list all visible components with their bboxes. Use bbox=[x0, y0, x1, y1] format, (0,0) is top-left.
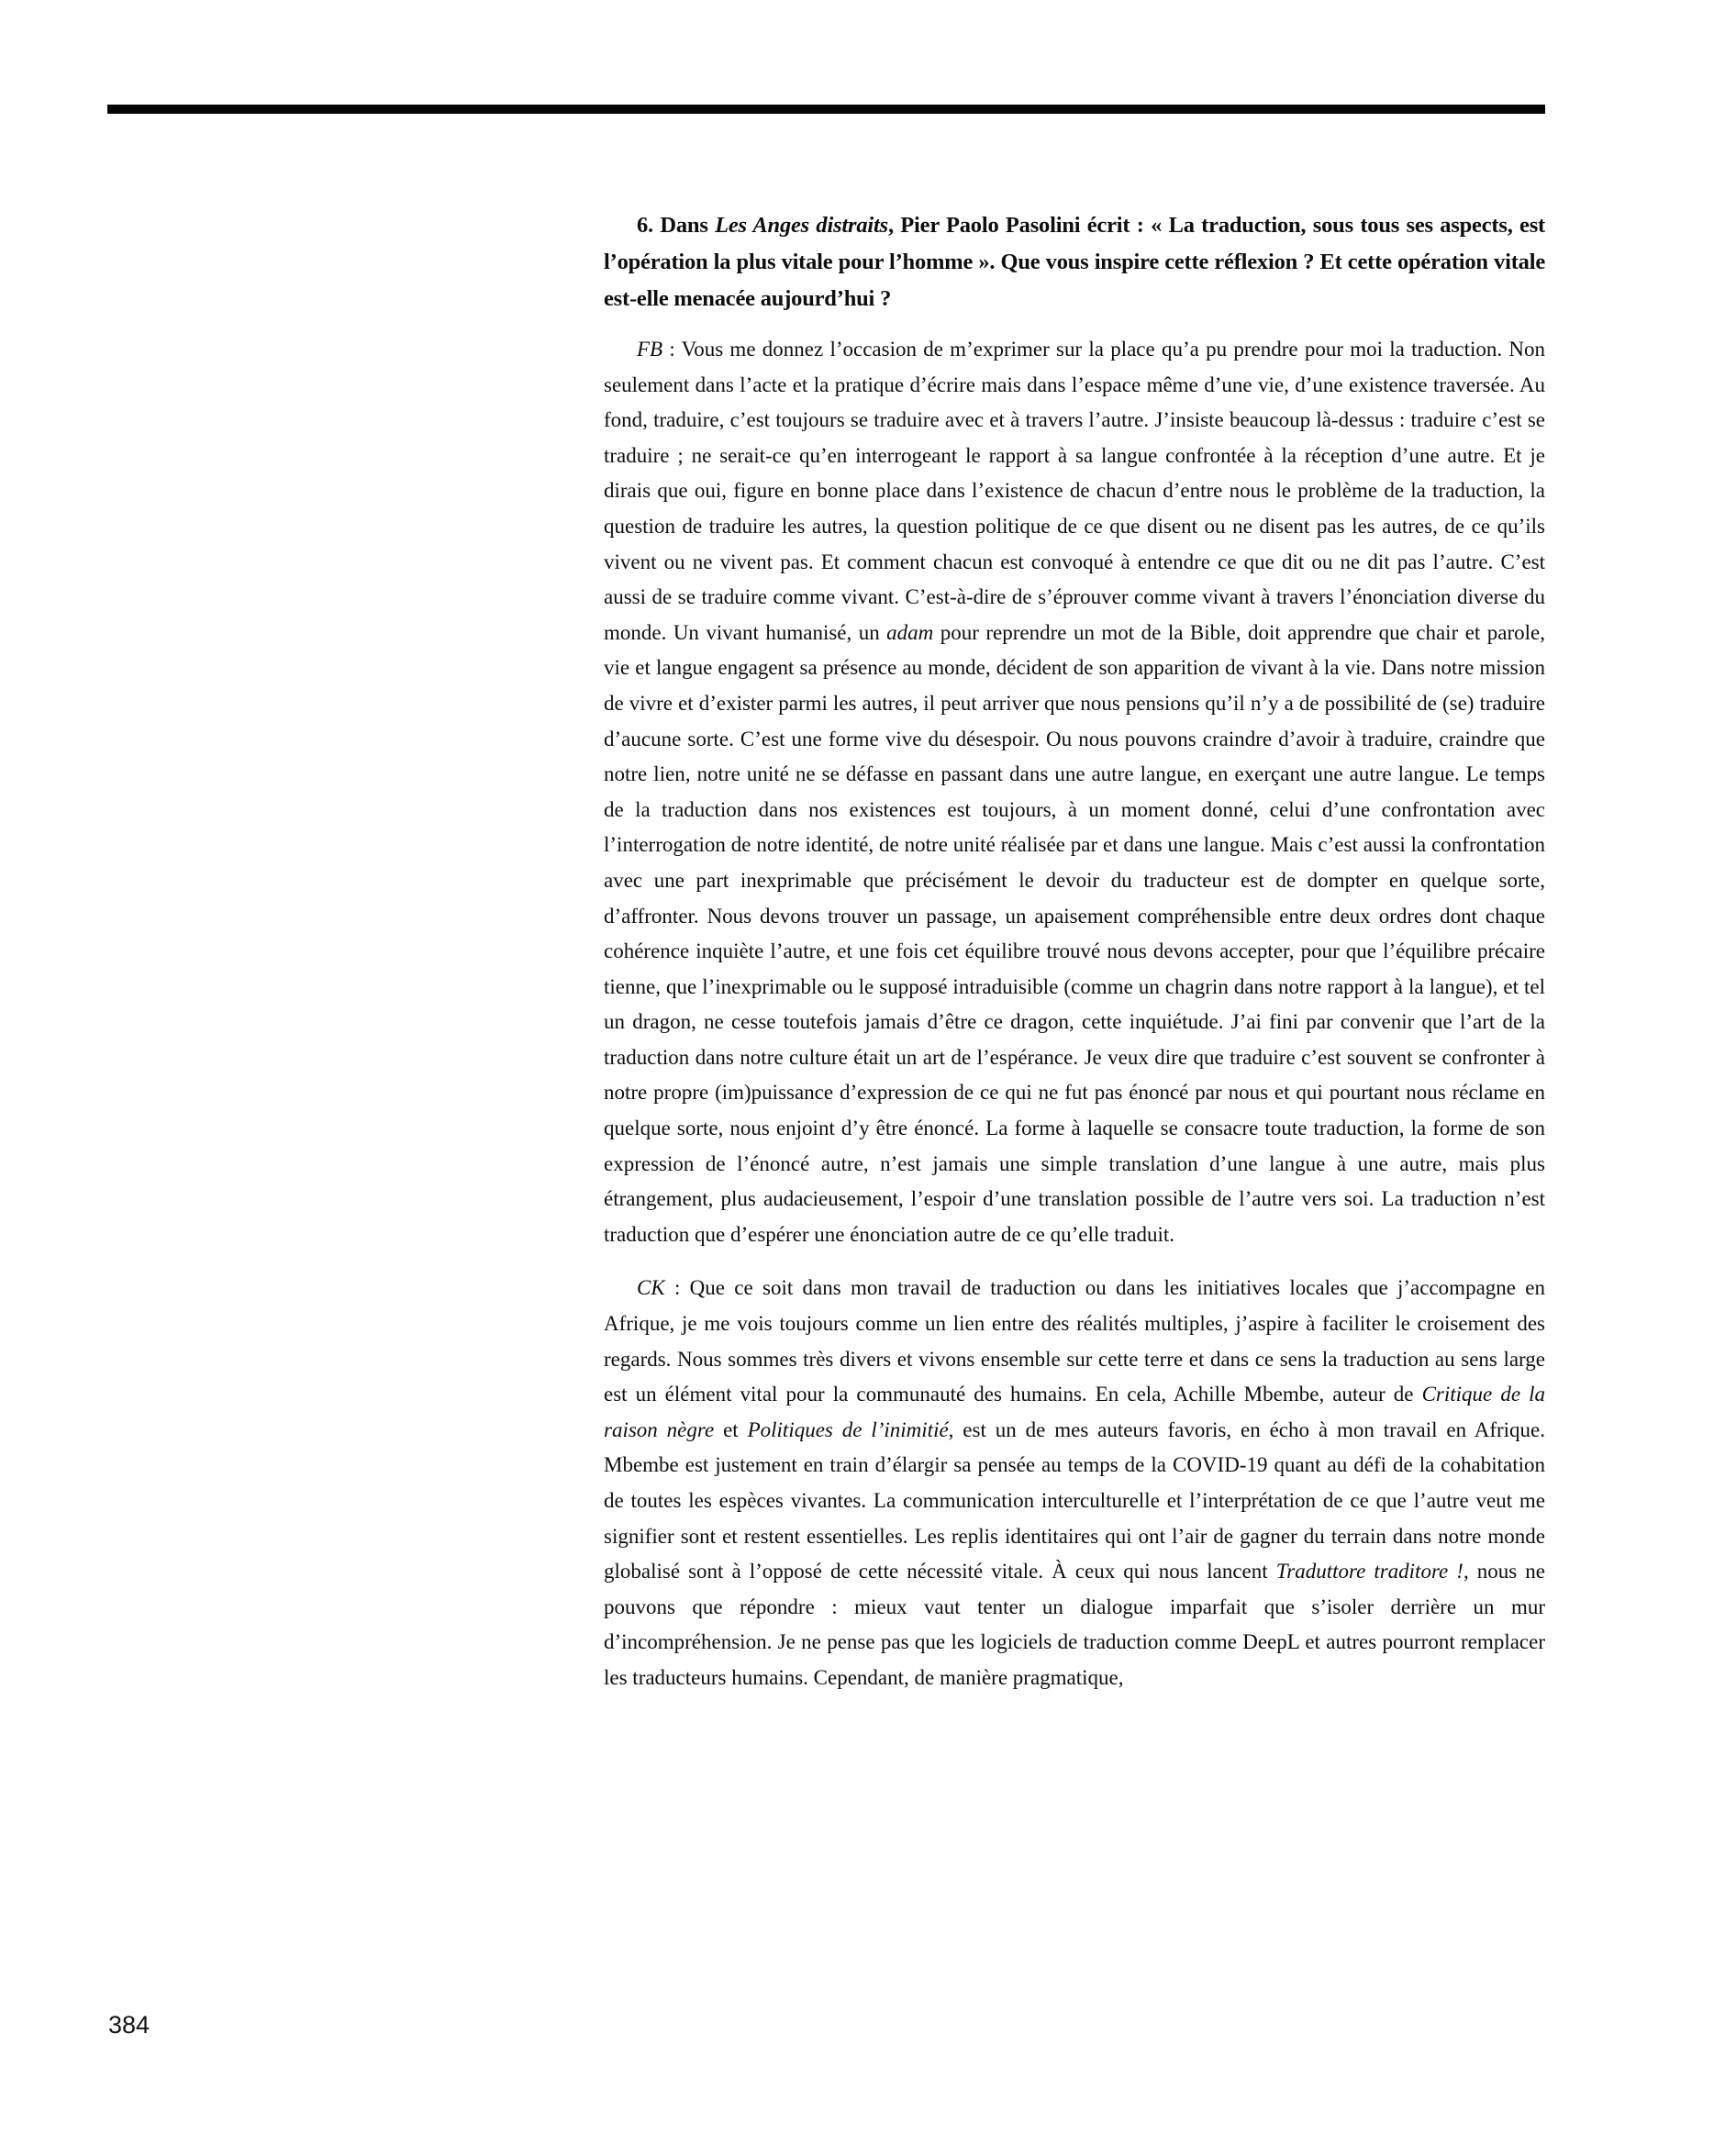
text-segment: Critique de la raison nègre bbox=[604, 1383, 1545, 1441]
page-number: 384 bbox=[108, 2011, 150, 2039]
text-segment: Traduttore traditore ! bbox=[1275, 1560, 1463, 1584]
text-segment: Les Anges distraits bbox=[715, 213, 888, 238]
text-segment: Politiques de l’inimitié bbox=[747, 1417, 949, 1441]
text-column bbox=[604, 207, 1545, 1696]
text-segment: : Que ce soit dans mon travail de traduction ou dans les initiatives locales que j’accompagne en Afrique, je me vois toujours comme un lien entre des réalités multiples, j’aspire à faciliter le croisement des regards. Nous sommes très divers et vivons ensemble sur cette terre et dans ce sens la traduction au sens large est un élément vital pour la communauté des humains. En cela, Achille Mbembe, auteur de bbox=[604, 1276, 1545, 1406]
text-segment: adam bbox=[886, 620, 934, 644]
text-segment: , est un de mes auteurs favoris, en écho à mon travail en Afrique. Mbembe est justement en train d’élargir sa pensée au temps de la COVID-19 quant au défi de la cohabitation de toutes les espèces vivantes. La communication interculturelle et l’interprétation de ce que l’autre veut me signifier sont et restent essentielles. Les replis identitaires qui ont l’air de gagner du terrain dans notre monde globalisé sont à l’opposé de cette nécessité vitale. À ceux qui nous lancent bbox=[604, 1417, 1546, 1584]
text-segment: 6. Dans bbox=[637, 213, 716, 238]
text-segment: CK bbox=[637, 1276, 665, 1300]
text-segment: , nous ne pouvons que répondre : mieux vaut tenter un dialogue imparfait que s’isoler derrière un mur d’incompréhension. Je ne pense pas que les logiciels de traduction comme DeepL et autres pourront remplacer les traducteurs humains. Cependant, de manière pragmatique, bbox=[604, 1560, 1545, 1689]
header-rule bbox=[107, 105, 1545, 114]
answer-paragraph-ck bbox=[604, 1271, 1545, 1695]
question-heading bbox=[604, 207, 1545, 317]
text-segment: : Vous me donnez l’occasion de m’exprimer sur la place qu’a pu prendre pour moi la traduction. Non seulement dans l’acte et la pratique d’écrire mais dans l’espace même d’une vie, d’une existence traversée. Au fond, traduire, c’est toujours se traduire avec et à travers l’autre. J’insiste beaucoup là-dessus : traduire c’est se traduire ; ne serait-ce qu’en interrogeant le rapport à sa langue confrontée à la réception d’une autre. Et je dirais que oui, figure en bonne place dans l’existence de chacun d’entre nous le problème de la traduction, la question de traduire les autres, la question politique de ce que disent ou ne disent pas les autres, de ce qu’ils vivent ou ne vivent pas. Et comment chacun est convoqué à entendre ce que dit ou ne dit pas l’autre. C’est aussi de se traduire comme vivant. C’est-à-dire de s’éprouver comme vivant à travers l’énonciation diverse du monde. Un vivant humanisé, un bbox=[604, 338, 1545, 644]
text-segment: , Pier Paolo Pasolini écrit : « La traduction, sous tous ses aspects, est l’opération la plus vitale pour l’homme ». Que vous inspire cette réflexion ? Et cette opération vitale est-elle menacée aujourd’hui ? bbox=[604, 213, 1545, 311]
text-segment: FB bbox=[637, 338, 663, 361]
answer-paragraph-fb bbox=[604, 332, 1545, 1252]
text-segment: et bbox=[714, 1417, 748, 1441]
text-segment: pour reprendre un mot de la Bible, doit apprendre que chair et parole, vie et langue engagent sa présence au monde, décident de son apparition de vivant à la vie. Dans notre mission de vivre et d’exister parmi les autres, il peut arriver que nous pensions qu’il n’y a de possibilité de (se) traduire d’aucune sorte. C’est une forme vive du désespoir. Ou nous pouvons craindre d’avoir à traduire, craindre que notre lien, notre unité ne se défasse en passant dans une autre langue, en exerçant une autre langue. Le temps de la traduction dans nos existences est toujours, à un moment donné, celui d’une confrontation avec l’interrogation de notre identité, de notre unité réalisée par et dans une langue. Mais c’est aussi la confrontation avec une part inexprimable que précisément le devoir du traducteur est de dompter en quelque sorte, d’affronter. Nous devons trouver un passage, un apaisement compréhensible entre deux ordres dont chaque cohérence inquiète l’autre, et une fois cet équilibre trouvé nous devons accepter, pour que l’équilibre précaire tienne, que l’inexprimable ou le supposé intraduisible (comme un chagrin dans notre rapport à la langue), et tel un dragon, ne cesse toutefois jamais d’être ce dragon, cette inquiétude. J’ai fini par convenir que l’art de la traduction dans notre culture était un art de l’espérance. Je veux dire que traduire c’est souvent se confronter à notre propre (im)puissance d’expression de ce qui ne fut pas énoncé par nous et qui pourtant nous réclame en quelque sorte, nous enjoint d’y être énoncé. La forme à laquelle se consacre toute traduction, la forme de son expression de l’énoncé autre, n’est jamais une simple translation d’une langue à une autre, mais plus étrangement, plus audacieusement, l’espoir d’une translation possible de l’autre vers soi. La traduction n’est traduction que d’espérer une énonciation autre de ce qu’elle traduit. bbox=[604, 620, 1545, 1246]
